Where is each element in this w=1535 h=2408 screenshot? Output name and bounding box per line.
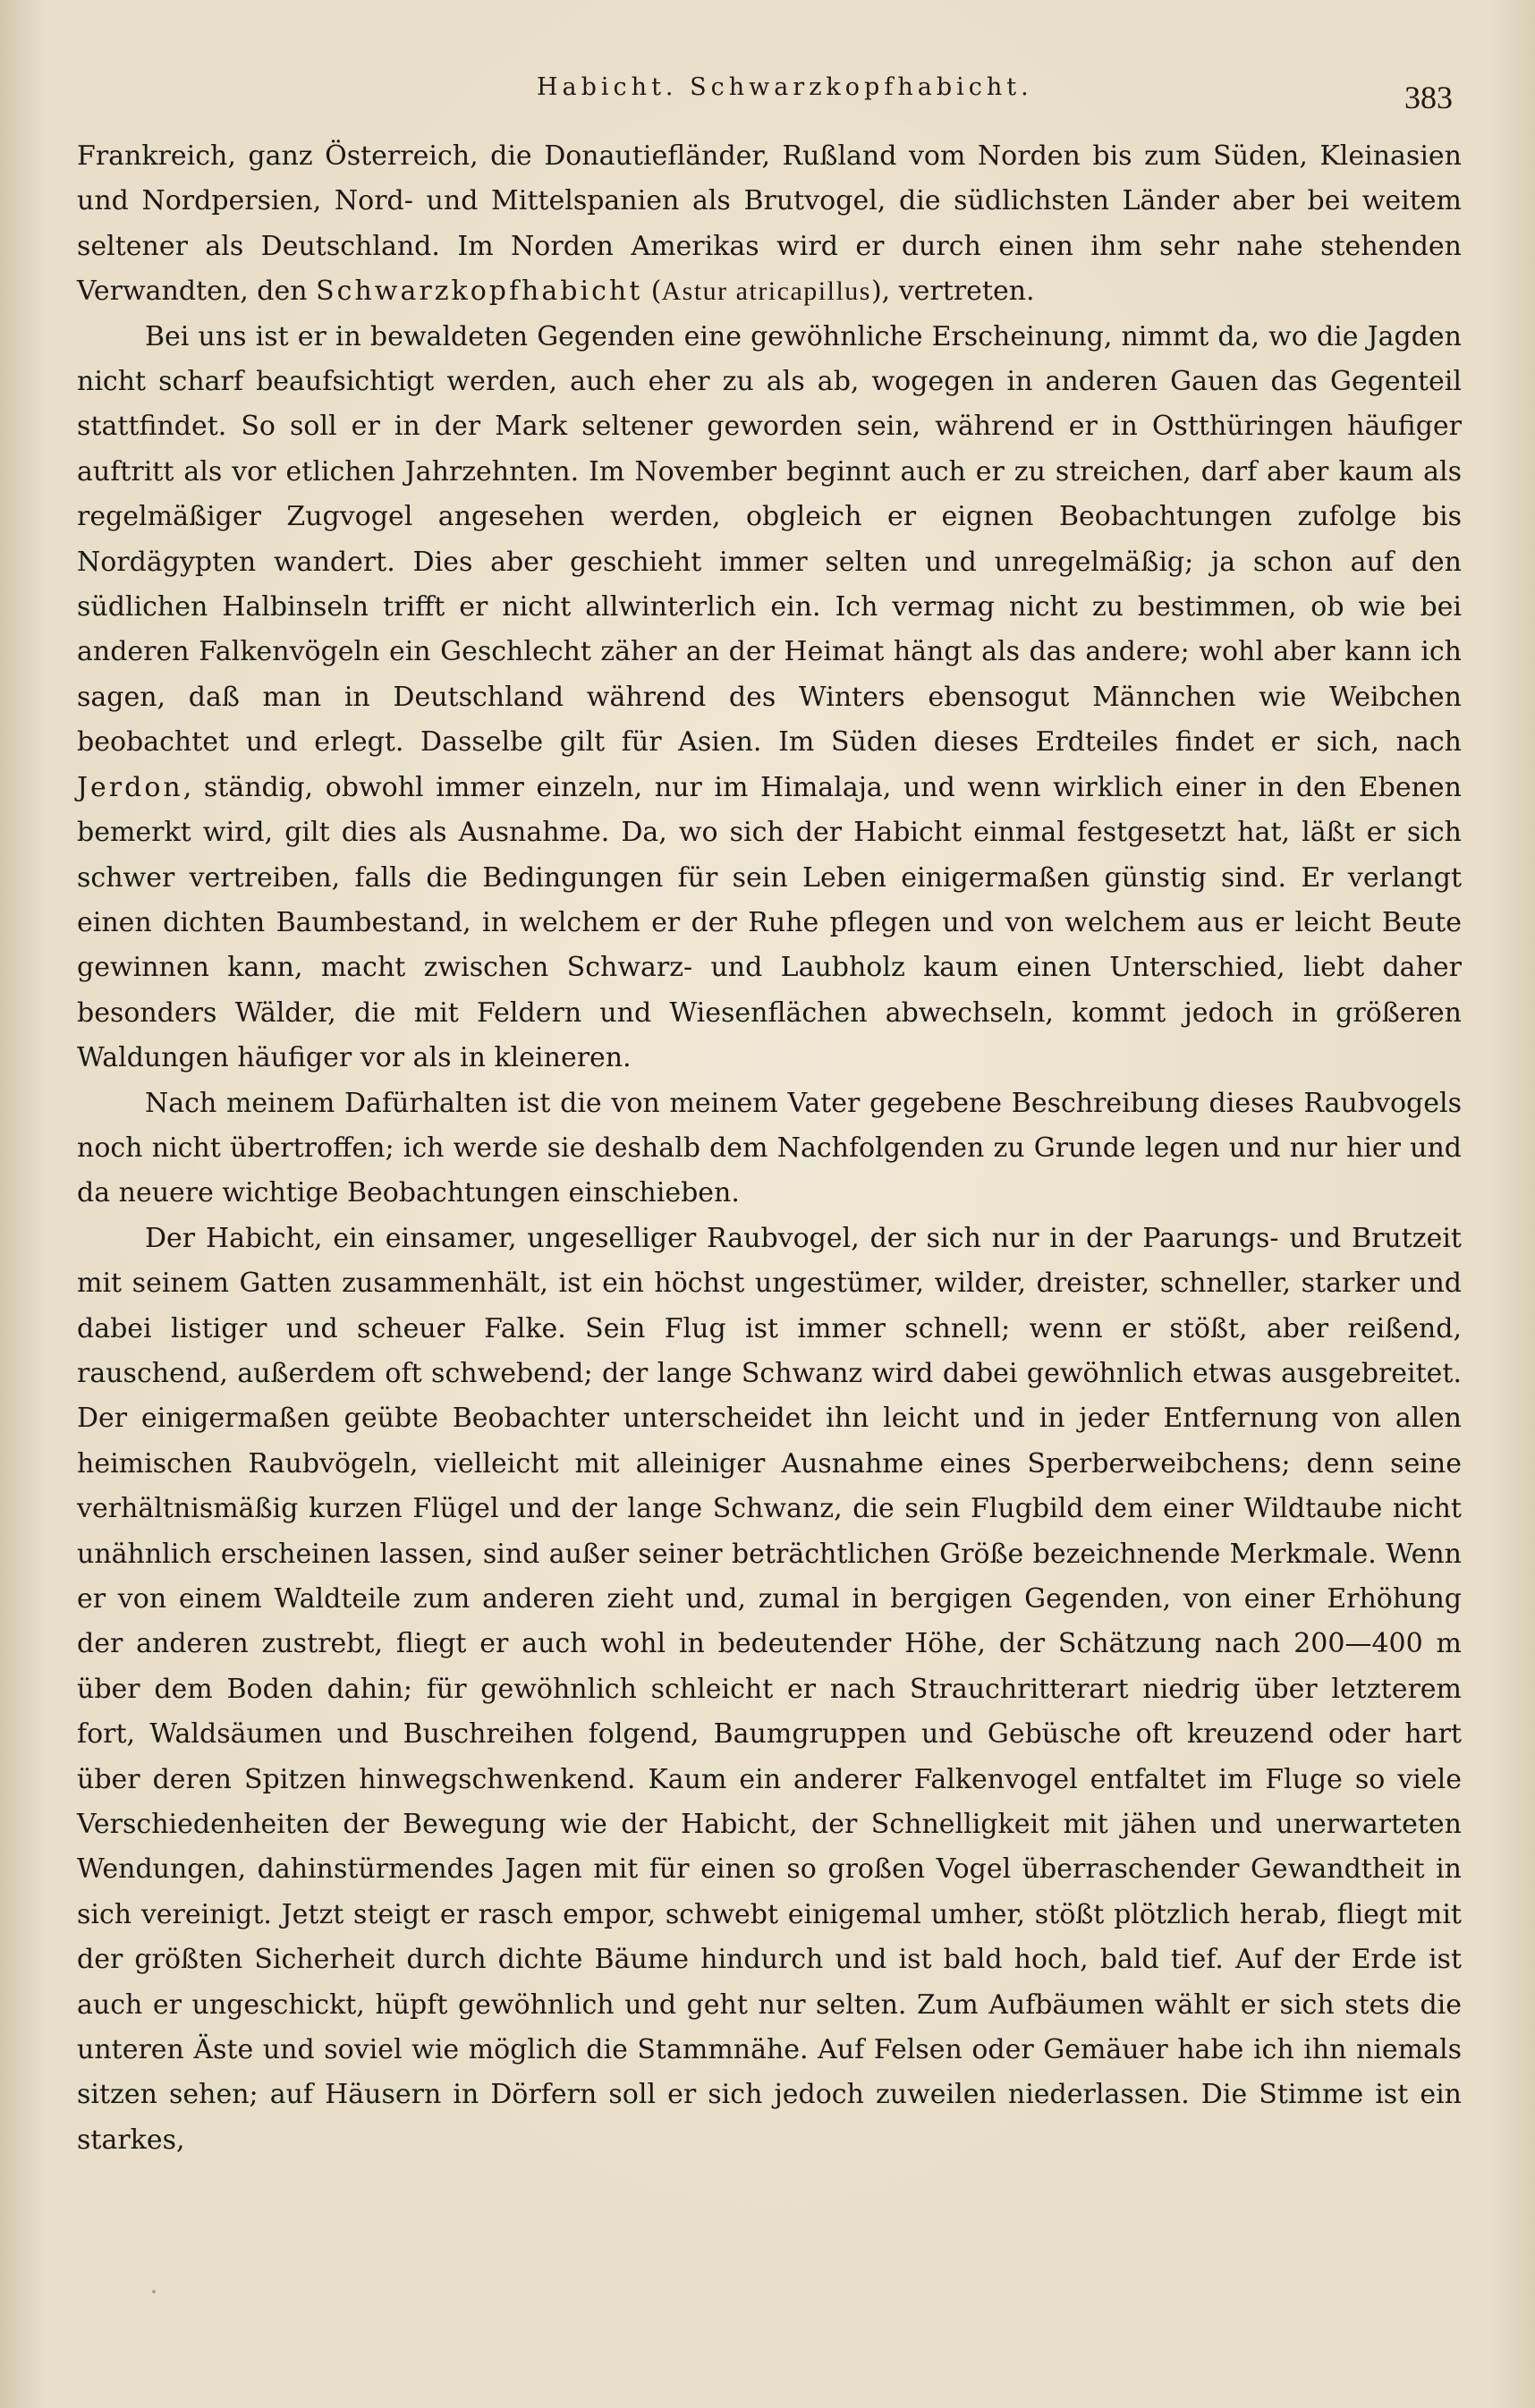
text-run: Frankreich, ganz Österreich, die Donautiefländer, Rußland vom Norden bis zum Süden, Kleinasien und Nordpersien, Nord- und Mittelspanien als Brutvogel, die südlichsten Länder aber bei weitem seltener als Deutschland. Im Norden Amerikas wird er durch einen ihm sehr nahe stehenden Verwandten, den: [77, 140, 1462, 308]
text-run-spaced: Schwarzkopfhabicht: [316, 276, 643, 308]
paragraph: [77, 1217, 1462, 2164]
paragraph: [77, 134, 1462, 315]
text-run: ), vertreten.: [870, 276, 1035, 308]
text-run: Nach meinem Dafürhalten ist die von meinem Vater gegebene Beschreibung dieses Raubvogels noch nicht übertroffen; ich werde sie deshalb dem Nachfolgenden zu Grunde legen und nur hier und da neuere wichtige Beobachtungen einschieben.: [77, 1087, 1462, 1209]
text-run: Bei uns ist er in bewaldeten Gegenden eine gewöhnliche Erscheinung, nimmt da, wo die Jagden nicht scharf beaufsichtigt werden, auch eher zu als ab, wogegen in anderen Gauen das Gegenteil stattfindet. So soll er in der Mark seltener geworden sein, während er in Ostthüringen häufiger auftritt als vor etlichen Jahrzehnten. Im November beginnt auch er zu streichen, darf aber kaum als regelmäßiger Zugvogel angesehen werden, obgleich er eignen Beobachtungen zufolge bis Nordägypten wandert. Dies aber geschieht immer selten und unregelmäßig; ja schon auf den südlichen Halbinseln trifft er nicht allwinterlich ein. Ich vermag nicht zu bestimmen, ob wie bei anderen Falkenvögeln ein Geschlecht zäher an der Heimat hängt als das andere; wohl aber kann ich sagen, daß man in Deutschland während des Winters ebensogut Männchen wie Weibchen beobachtet und erlegt. Dasselbe gilt für Asien. Im Süden dieses Erdteiles findet er sich, nach: [77, 320, 1462, 759]
text-run: Der Habicht, ein einsamer, ungeselliger Raubvogel, der sich nur in der Paarungs- und Brutzeit mit seinem Gatten zusammenhält, ist ein höchst ungestümer, wilder, dreister, schneller, starker und dabei listiger und scheuer Falke. Sein Flug ist immer schnell; wenn er stößt, aber reißend, rauschend, außerdem oft schwebend; der lange Schwanz wird dabei gewöhnlich etwas ausgebreitet. Der einigermaßen geübte Beobachter unterscheidet ihn leicht und in jeder Entfernung von allen heimischen Raubvögeln, vielleicht mit alleiniger Ausnahme eines Sperberweibchens; denn seine verhältnismäßig kurzen Flügel und der lange Schwanz, die sein Flugbild dem einer Wildtaube nicht unähnlich erscheinen lassen, sind außer seiner beträchtlichen Größe bezeichnende Merkmale. Wenn er von einem Waldteile zum anderen zieht und, zumal in bergigen Gegenden, von einer Erhöhung der anderen zustrebt, fliegt er auch wohl in bedeutender Höhe, der Schätzung nach 200—400 m über dem Boden dahin; für gewöhnlich schleicht er nach Strauchritterart niedrig über letzterem fort, Waldsäumen und Buschreihen folgend, Baumgruppen und Gebüsche oft kreuzend oder hart über deren Spitzen hinwegschwenkend. Kaum ein anderer Falkenvogel entfaltet im Fluge so viele Verschiedenheiten der Bewegung wie der Habicht, der Schnelligkeit mit jähen und unerwarteten Wendungen, dahinstürmendes Jagen mit für einen so großen Vogel überraschender Gewandtheit in sich vereinigt. Jetzt steigt er rasch empor, schwebt einigemal umher, stößt plötzlich herab, fliegt mit der größten Sicherheit durch dichte Bäume hindurch und ist bald hoch, bald tief. Auf der Erde ist auch er ungeschickt, hüpft gewöhnlich und geht nur selten. Zum Aufbäumen wählt er sich stets die unteren Äste und soviel wie möglich die Stammnähe. Auf Felsen oder Gemäuer habe ich ihn niemals sitzen sehen; auf Häusern in Dörfern soll er sich jedoch zuweilen niederlassen. Die Stimme ist ein starkes,: [77, 1222, 1462, 2156]
paragraph: [77, 315, 1462, 1081]
running-header: [0, 64, 1535, 118]
body-text: [77, 134, 1462, 2163]
running-title: Habicht. Schwarzkopfhabicht.: [537, 73, 1033, 101]
page-number: 383: [1404, 80, 1453, 115]
text-run: (: [642, 276, 662, 308]
paragraph: [77, 1081, 1462, 1217]
text-run: , ständig, obwohl immer einzeln, nur im Himalaja, und wenn wirklich einer in den Ebenen bemerkt wird, gilt dies als Ausnahme. Da, wo sich der Habicht einmal festgesetzt hat, läßt er sich schwer vertreiben, falls die Bedingungen für sein Leben einigermaßen günstig sind. Er verlangt einen dichten Baumbestand, in welchem er der Ruhe pflegen und von welchem aus er leicht Beute gewinnen kann, macht zwischen Schwarz- und Laubholz kaum einen Unterschied, liebt daher besonders Wälder, die mit Feldern und Wiesenflächen abwechseln, kommt jedoch in größeren Waldungen häufiger vor als in kleineren.: [77, 771, 1462, 1074]
paper-speck: [152, 2290, 156, 2294]
text-run-spaced: Jerdon: [77, 771, 183, 803]
text-run-latin: Astur atricapillus: [661, 276, 871, 307]
